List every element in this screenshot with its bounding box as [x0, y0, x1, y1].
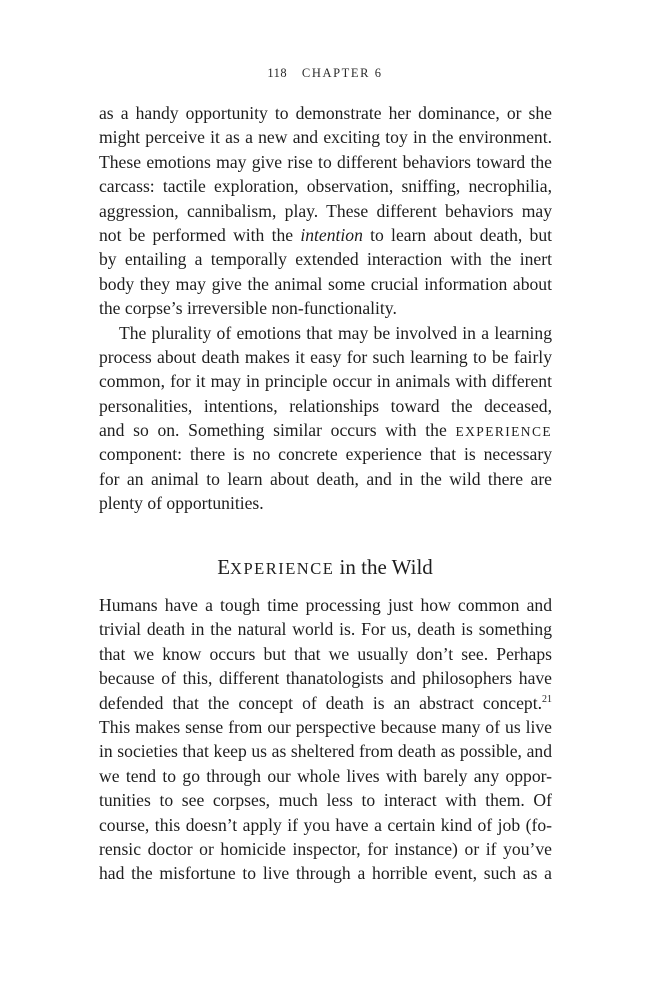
text-line: Humans have a tough time processing just how common and	[99, 595, 552, 615]
body-text-top	[99, 101, 552, 516]
text-line: aggression, cannibalism, play. These different behaviors may	[99, 200, 552, 221]
text-line: for an animal to learn about death, and in the wild there are	[99, 468, 552, 489]
text-line: in societies that keep us as sheltered from death as possible, and	[99, 741, 552, 762]
heading-tail: in the Wild	[339, 555, 433, 579]
text-line: common, for it may in principle occur in animals with different	[99, 371, 552, 392]
text-run: not be performed with the	[99, 224, 294, 245]
body-text-bottom	[99, 593, 552, 886]
text-line: rensic doctor or homicide inspector, for instance) or if you’ve	[99, 838, 552, 859]
text-line: tunities to see corpses, much less to interact with them. Of	[99, 790, 552, 811]
heading-small-caps: XPERIENCE	[230, 559, 335, 578]
text-line: plenty of opportunities.	[99, 493, 264, 514]
emphasized-word: intention	[300, 224, 363, 245]
text-line: might perceive it as a new and exciting toy in the environment.	[99, 127, 552, 148]
text-line	[99, 691, 552, 715]
text-run: to learn about death, but	[370, 224, 552, 245]
text-line: These emotions may give rise to different behaviors toward the	[99, 151, 552, 172]
text-line: as a handy opportunity to demonstrate her dominance, or she	[99, 103, 552, 123]
text-line: This makes sense from our perspective because many of us live	[99, 716, 552, 737]
chapter-label: CHAPTER 6	[301, 66, 383, 80]
text-line: body they may give the animal some crucial information about	[99, 273, 552, 294]
text-line: had the misfortune to live through a horrible event, such as a	[99, 863, 552, 884]
text-line: because of this, different thanatologists and philosophers have	[99, 668, 552, 689]
text-line: that we know occurs but that we usually don’t see. Perhaps	[99, 643, 552, 664]
text-line: process about death makes it easy for such learning to be fairly	[99, 346, 552, 367]
small-caps-term: EXPERIENCE	[455, 424, 553, 440]
page-number: 118	[267, 66, 288, 80]
text-line: the corpse’s irreversible non-functionality.	[99, 298, 397, 319]
footnote-reference[interactable]: 21	[542, 693, 552, 705]
text-line: component: there is no concrete experience that is necessary	[99, 444, 552, 465]
text-run: and so on. Something similar occurs with the	[99, 420, 447, 441]
text-line: we tend to go through our whole lives with barely any oppor-	[99, 765, 552, 786]
text-line	[99, 223, 552, 247]
text-run: defended that the concept of death is an abstract concept.	[99, 692, 542, 713]
text-line	[99, 418, 552, 442]
heading-initial: E	[217, 555, 231, 579]
text-line: by entailing a temporally extended interaction with the inert	[99, 249, 552, 270]
text-line: trivial death in the natural world is. For us, death is something	[99, 619, 552, 640]
section-heading	[0, 552, 650, 584]
text-line: The plurality of emotions that may be involved in a learning	[119, 322, 552, 343]
text-line: carcass: tactile exploration, observation, sniffing, necrophilia,	[99, 176, 552, 197]
text-line: personalities, intentions, relationships toward the deceased,	[99, 395, 552, 416]
text-line: course, this doesn’t apply if you have a certain kind of job (fo-	[99, 814, 552, 835]
running-head	[0, 66, 650, 81]
